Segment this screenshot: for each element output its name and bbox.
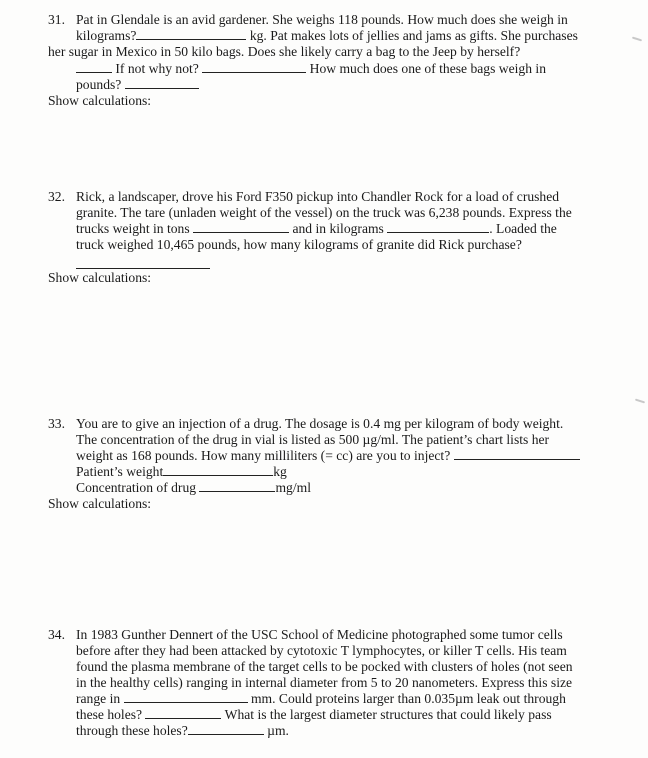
question-text-line: before after they had been attacked by cytotoxic T lymphocytes, or killer T cells. His team — [76, 643, 567, 658]
answer-blank-why-not[interactable] — [202, 61, 306, 73]
question-text-line: Concentration of drug mg/ml — [76, 480, 311, 495]
question-text-line: pounds? — [76, 77, 199, 93]
scan-mark — [635, 399, 645, 404]
question-text-line: kilograms? kg. Pat makes lots of jellies and jams as gifts. She purchases — [76, 28, 578, 43]
question-text-line: You are to give an injection of a drug. The dosage is 0.4 mg per kilogram of body weight. — [76, 416, 564, 431]
question-text-line: weight as 168 pounds. How many milliliters (= cc) are you to inject? — [76, 448, 580, 464]
question-text-line: Patient’s weight kg — [76, 464, 287, 479]
answer-blank-concentration[interactable] — [199, 480, 275, 492]
question-text-line: granite. The tare (unladen weight of the vessel) on the truck was 6,238 pounds. Express the — [76, 205, 572, 220]
question-number: 31. — [48, 12, 65, 27]
answer-blank-granite[interactable] — [76, 267, 210, 269]
show-calculations-label: Show calculations: — [48, 270, 152, 285]
question-text-line: In 1983 Gunther Dennert of the USC School of Medicine photographed some tumor cells — [76, 627, 563, 642]
answer-blank-milliliters[interactable] — [454, 448, 580, 460]
question-text-line: If not why not? How much does one of these bags weigh in — [76, 61, 546, 77]
question-number: 32. — [48, 189, 65, 204]
answer-blank-tons[interactable] — [193, 221, 289, 233]
answer-blank-kilograms[interactable] — [387, 221, 489, 233]
question-text-line: Rick, a landscaper, drove his Ford F350 pickup into Chandler Rock for a load of crushed — [76, 189, 560, 204]
question-text-line: through these holes? µm. — [76, 723, 289, 738]
answer-blank-pounds[interactable] — [125, 77, 199, 89]
question-text-line: The concentration of the drug in vial is listed as 500 µg/ml. The patient’s chart lists her — [76, 432, 550, 447]
answer-blank-patient-weight[interactable] — [163, 464, 273, 476]
question-text-line: found the plasma membrane of the target cells to be pocked with clusters of holes (not seen — [76, 659, 573, 674]
scan-mark — [632, 37, 642, 42]
answer-blank-largest-diameter[interactable] — [188, 723, 264, 735]
answer-blank-carry[interactable] — [76, 61, 112, 73]
question-text-line: trucks weight in tons and in kilograms . Loaded the — [76, 221, 557, 236]
question-text-line: range in mm. Could proteins larger than 0.035µm leak out through — [76, 691, 566, 706]
question-text-line: her sugar in Mexico in 50 kilo bags. Does she likely carry a bag to the Jeep by herself? — [48, 44, 521, 59]
question-text-line: Pat in Glendale is an avid gardener. She weighs 118 pounds. How much does she weigh in — [76, 12, 568, 27]
answer-blank-kilograms[interactable] — [136, 28, 246, 40]
answer-blank-mm[interactable] — [124, 691, 248, 703]
show-calculations-label: Show calculations: — [48, 93, 152, 108]
answer-blank-leak[interactable] — [145, 707, 221, 719]
question-number: 34. — [48, 627, 65, 642]
question-text-line: these holes? What is the largest diameter structures that could likely pass — [76, 707, 552, 722]
question-text-line: truck weighed 10,465 pounds, how many kilograms of granite did Rick purchase? — [76, 237, 522, 252]
show-calculations-label: Show calculations: — [48, 496, 152, 511]
question-number: 33. — [48, 416, 65, 431]
question-text-line: in the healthy cells) ranging in internal diameter from 5 to 20 nanometers. Express this size — [76, 675, 573, 690]
